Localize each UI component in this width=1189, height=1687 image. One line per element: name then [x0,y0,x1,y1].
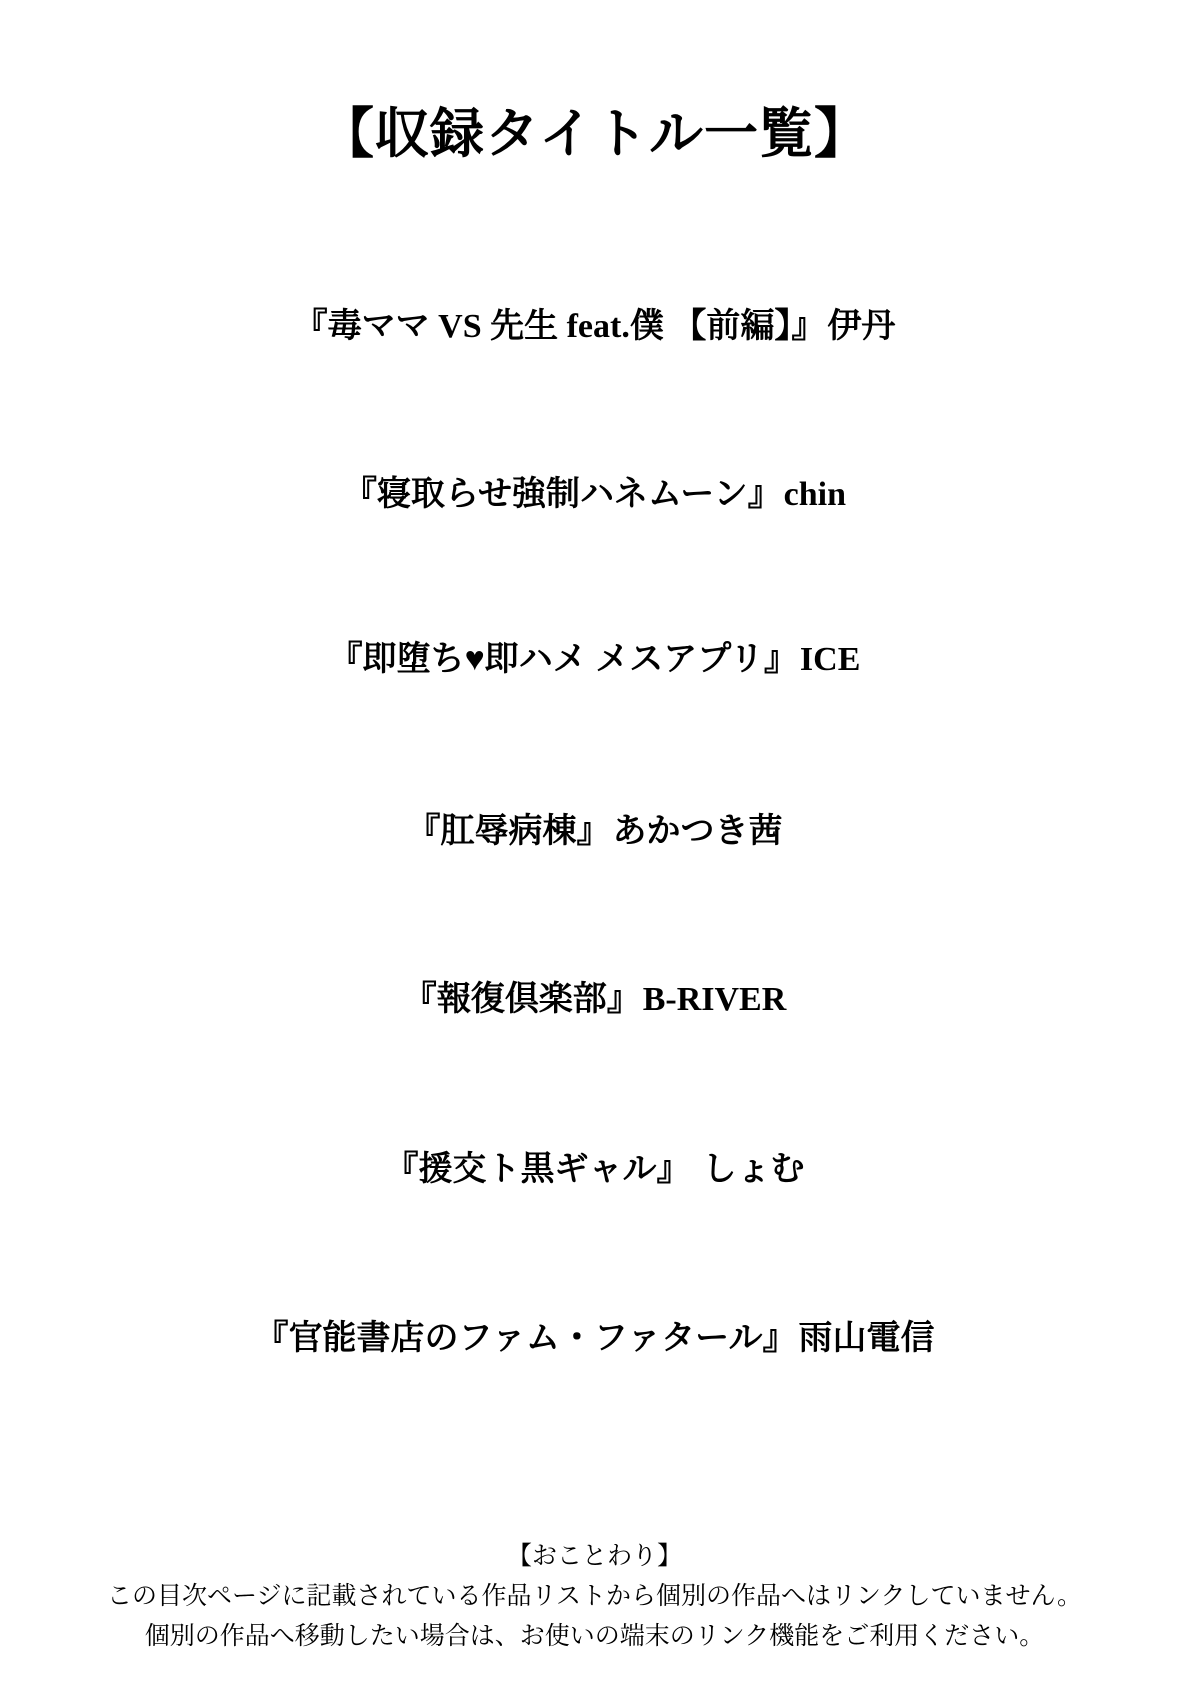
page-title: 【収録タイトル一覧】 [320,104,869,165]
notice-title: 【おことわり】 [506,1542,682,1570]
toc-item [0,1317,1189,1361]
toc-item [0,1148,1189,1192]
notice-line: この目次ページに記載されている作品リストから個別の作品へはリンクしていません。 [106,1582,1082,1610]
toc-item [0,978,1189,1022]
work-author: chin [783,476,846,513]
work-title: 『官能書店のファム・ファタール』 [254,1320,797,1357]
toc-item [0,473,1189,517]
work-title: 『即堕ち♥即ハメ メスアプリ』 [328,641,798,678]
work-title: 『肛辱病棟』 [406,813,611,850]
toc-item [0,638,1189,682]
work-title: 『報復倶楽部』 [402,981,641,1018]
work-author: あかつき茜 [612,813,783,850]
work-title: 『援交ト黒ギャル』 [384,1151,691,1188]
work-author: ICE [799,641,861,678]
work-title: 『毒ママ VS 先生 feat.僕 【前編】』 [293,308,826,345]
notice-section [0,1536,1189,1656]
work-author: B-RIVER [642,981,787,1018]
work-title: 『寝取らせ強制ハネムーン』 [343,476,782,513]
work-author: 伊丹 [827,308,896,345]
toc-item [0,810,1189,854]
work-author: 雨山電信 [798,1320,935,1357]
work-author: しょむ [702,1151,805,1188]
toc-item [0,305,1189,349]
notice-line: 個別の作品へ移動したい場合は、お使いの端末のリンク機能をご利用ください。 [144,1622,1045,1650]
